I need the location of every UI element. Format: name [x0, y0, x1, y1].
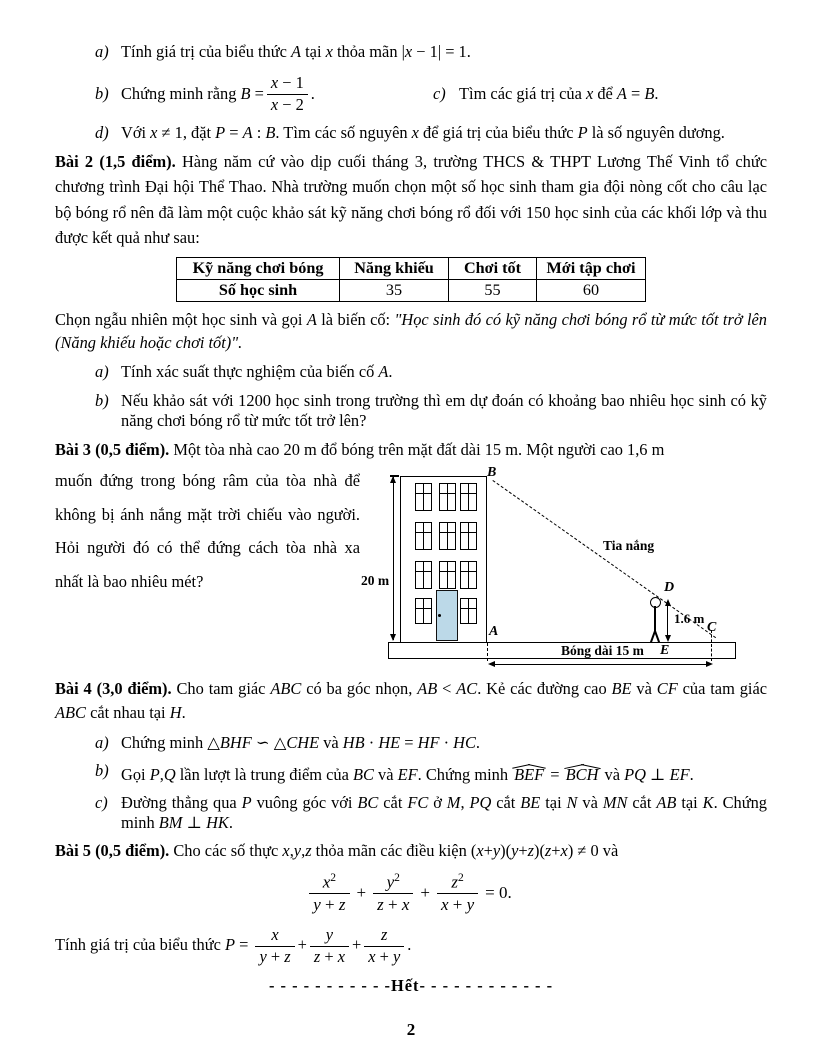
person-leg [654, 631, 660, 643]
sun-ray-label: Tia nắng [603, 538, 655, 554]
building-shadow-figure [360, 464, 762, 674]
item-a-text: Chứng minh △BHF ∽ △CHE và HB · HE = HF · HC. [121, 733, 481, 753]
bai3-body-text: muốn đứng trong bóng râm của tòa nhà để không bị ánh nắng mặt trời chiếu vào người. Hỏi người đó có thể đứng cách tòa nhà xa nhất là bao nhiêu mét? [55, 471, 360, 591]
item-b-label: b) [95, 761, 109, 781]
end-of-exam-line: - - - - - - - - - - -Hết- - - - - - - - - - - - [268, 975, 554, 995]
bai2-heading: Bài 2 (1,5 điểm). [55, 152, 176, 171]
distance-measure-line [491, 664, 710, 665]
arrowhead-up-icon [665, 599, 671, 606]
building-window [415, 522, 432, 550]
table-value-beginner: 60 [537, 279, 646, 301]
bai3-intro-text: Một tòa nhà cao 20 m đổ bóng trên mặt đất dài 15 m. Một người cao 1,6 m [169, 440, 665, 460]
person-height-label: 1.6 m [674, 611, 705, 627]
fraction-b-numerator: x − 1 [267, 74, 308, 94]
bai1-item-a [95, 42, 767, 62]
point-e-label: E [660, 643, 670, 659]
plus-operator: + [420, 883, 430, 903]
equation-rhs: = 0. [485, 883, 512, 903]
bai2-intro-paragraph [55, 149, 767, 251]
building-window [415, 483, 432, 511]
bai4-heading: Bài 4 (3,0 điểm). [55, 679, 172, 699]
bai4-item-b [95, 761, 767, 785]
item-b-suffix: . [310, 84, 315, 103]
point-a-label: A [489, 624, 499, 640]
bai4-intro-paragraph [55, 677, 767, 725]
table-header-good: Chơi tốt [449, 257, 537, 279]
measure-tick [390, 475, 399, 476]
arrowhead-right-icon [706, 661, 713, 667]
item-b-label: b) [95, 391, 109, 411]
building-window [439, 561, 456, 589]
bai1-item-b [95, 74, 433, 114]
fraction-1 [309, 872, 349, 913]
table-header-skill: Kỹ năng chơi bóng [177, 257, 340, 279]
bai3-row [55, 464, 767, 674]
arrowhead-left-icon [488, 661, 495, 667]
bai2-item-a [95, 362, 767, 382]
bai1-item-d [95, 123, 767, 143]
fraction-2 [373, 872, 413, 913]
building-height-label: 20 m [361, 573, 390, 589]
dashed-guide-c [711, 630, 712, 661]
table-data-row [177, 279, 646, 301]
bai5-intro-paragraph [55, 841, 767, 861]
building-window [460, 561, 477, 589]
height-measure-line [393, 477, 394, 640]
item-d-label: d) [95, 123, 109, 142]
fraction-2-denominator: z + x [377, 894, 410, 914]
fraction-b-denominator: x − 2 [270, 94, 304, 114]
ground-bar [388, 642, 736, 659]
item-b-text: Gọi P,Q lần lượt là trung điểm của BC và EF. Chứng minh BEF = BCH và PQ ⊥ EF. [121, 761, 767, 785]
arrowhead-down-icon [665, 635, 671, 642]
fraction-3 [437, 872, 478, 913]
table-header-talent: Năng khiếu [340, 257, 449, 279]
person-measure-line [667, 601, 668, 639]
p-fraction-1-denominator: y + z [259, 946, 291, 966]
fraction-3-denominator: x + y [440, 894, 475, 914]
item-d-text: Với x ≠ 1, đặt P = A : B. Tìm các số nguyên x để giá trị của biểu thức P là số nguyên dương. [121, 123, 725, 142]
p-fraction-2-numerator: y [310, 926, 349, 946]
point-d-label: D [664, 580, 675, 596]
p-fraction-1 [255, 926, 294, 966]
arrowhead-up-icon [390, 476, 396, 483]
building-window [460, 522, 477, 550]
plus-operator: + [351, 934, 362, 954]
item-b-text: Nếu khảo sát với 1200 học sinh trong trường thì em dự đoán có khoảng bao nhiêu học sinh có kỹ năng chơi bóng rổ từ mức tốt trở lên? [121, 391, 767, 431]
table-header-beginner: Mới tập chơi [537, 257, 646, 279]
table-header-row [177, 257, 646, 279]
p-fraction-3-denominator: x + y [368, 946, 401, 966]
fraction-3-numerator: $z^2$ [437, 872, 478, 893]
item-c-text: Tìm các giá trị của x để A = B. [459, 84, 659, 103]
building [400, 476, 487, 644]
shadow-length-label: Bóng dài 15 m [561, 643, 644, 659]
item-a-text: Tính giá trị của biểu thức A tại x thỏa mãn |x − 1| = 1. [121, 42, 471, 61]
page-content [55, 42, 767, 1040]
bai2-intro-text: Hàng năm cứ vào dịp cuối tháng 3, trường THCS & THPT Lương Thế Vinh tổ chức chương trình Đại hội Thể Thao. Nhà trường muốn chọn một số học sinh tham gia đội nòng cốt cho câu lạc bộ bóng rổ nên đã làm một cuộc khảo sát kỹ năng chơi bóng rổ đối với 150 học sinh của các khối lớp và thu được kết quả như sau: [55, 152, 767, 248]
building-window [415, 561, 432, 589]
bai2-note-paragraph: Chọn ngẫu nhiên một học sinh và gọi A là biến cố: "Học sinh đó có kỹ năng chơi bóng rổ từ mức tốt trở lên (Năng khiếu hoặc chơi tốt)". [55, 309, 768, 353]
bai3-heading: Bài 3 (0,5 điểm). [55, 440, 170, 460]
dashed-guide-a [487, 643, 488, 661]
building-window [460, 598, 477, 624]
bai1-item-bc-row [95, 69, 767, 119]
fraction-b [267, 74, 308, 114]
item-a-label: a) [95, 42, 109, 61]
bai4-intro-text: Cho tam giác ABC có ba góc nhọn, AB < AC. Kẻ các đường cao BE và CF của tam giác ABC cắt nhau tại H. [55, 679, 767, 723]
building-window [439, 522, 456, 550]
bai5-heading: Bài 5 (0,5 điểm). [55, 841, 170, 861]
bai1-item-c [433, 84, 767, 104]
survey-table [176, 257, 646, 302]
arrowhead-down-icon [390, 634, 396, 641]
item-a-text: Tính xác suất thực nghiệm của biến cố A. [121, 362, 393, 382]
table-value-good: 55 [449, 279, 537, 301]
item-c-label: c) [95, 793, 108, 813]
item-a-label: a) [95, 733, 109, 753]
plus-operator: + [356, 883, 367, 903]
p-fraction-2-denominator: z + x [313, 946, 345, 966]
building-window [415, 598, 432, 624]
bai5-p-expression [55, 922, 767, 968]
p-fraction-3-numerator: z [364, 926, 404, 946]
bai2-item-b [95, 391, 767, 431]
fraction-2-numerator: $y^2$ [373, 872, 413, 893]
fraction-1-denominator: y + z [313, 894, 346, 914]
page-number: 2 [406, 1019, 416, 1039]
point-b-label: B [487, 465, 497, 481]
bai3-intro-paragraph [55, 440, 767, 460]
item-b-label: b) [95, 84, 109, 103]
point-c-label: C [707, 620, 717, 636]
p-expression-prefix: Tính giá trị của biểu thức P = [55, 934, 249, 954]
item-a-label: a) [95, 362, 109, 382]
p-fraction-1-numerator: x [255, 926, 294, 946]
person-body [654, 606, 656, 633]
item-b-prefix: Chứng minh rằng B = [121, 84, 264, 103]
p-expression-suffix: . [407, 934, 412, 954]
item-c-label: c) [433, 84, 446, 103]
p-fraction-2 [310, 926, 349, 966]
bai5-intro-text: Cho các số thực x,y,z thỏa mãn các điều kiện (x+y)(y+z)(z+x) ≠ 0 và [169, 841, 619, 861]
item-c-text: Đường thẳng qua P vuông góc với BC cắt FC ở M, PQ cắt BE tại N và MN cắt AB tại K. Chứng minh BM ⊥ HK. [121, 793, 767, 833]
building-window [439, 483, 456, 511]
table-row-label: Số học sinh [177, 279, 340, 301]
fraction-1-numerator: $x^2$ [309, 872, 349, 893]
plus-operator: + [297, 934, 307, 954]
table-value-talent: 35 [340, 279, 449, 301]
building-window [460, 483, 477, 511]
bai5-display-equation [55, 872, 767, 913]
p-fraction-3 [364, 926, 404, 966]
bai4-item-c [95, 793, 767, 833]
bai4-item-a [95, 733, 767, 753]
